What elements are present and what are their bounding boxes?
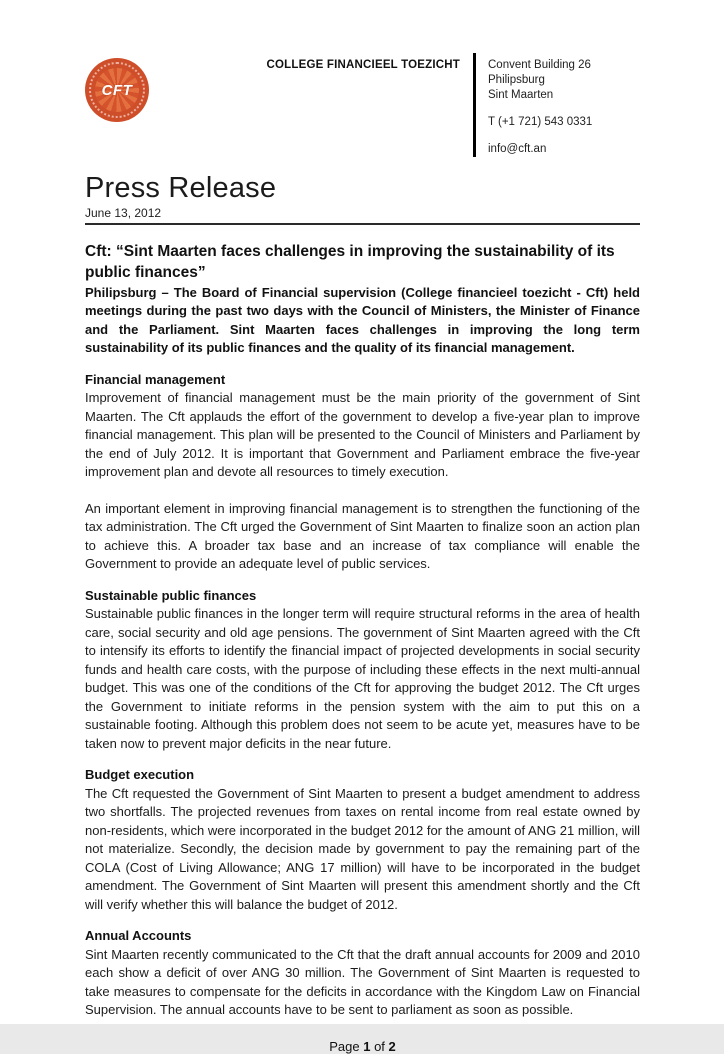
section-heading: Financial management <box>85 371 226 387</box>
section-annual-accounts <box>85 927 640 1020</box>
section-paragraph: Sint Maarten recently communicated to the Cft that the draft annual accounts for 2009 and 2010 each show a deficit of over ANG 30 million. The Government of Sint Maarten is requested to take measures to compensate for the deficits in accordance with the Kingdom Law on Financial Supervision. The annual accounts have to be sent to parliament as soon as possible. <box>85 946 640 1018</box>
masthead <box>85 172 640 225</box>
logo-wrap <box>85 58 157 122</box>
lead-paragraph: Philipsburg – The Board of Financial supervision (College financieel toezicht - Cft) held meetings during the past two days with the Council of Ministers, the Minister of Finance and the Parliament. Sint Maarten faces challenges in improving the long term sustainability of its public finances and the quality of its financial management. <box>85 284 640 356</box>
section-heading: Budget execution <box>85 767 195 783</box>
page-total: 2 <box>388 1038 396 1054</box>
document-title: Press Release <box>85 172 277 204</box>
address-line: Philipsburg <box>488 74 545 87</box>
address-line: Sint Maarten <box>488 89 554 102</box>
section-paragraph: An important element in improving financial management is to strengthen the functioning of the tax administration. The Cft urged the Government of Sint Maarten to finalize soon an action plan to achieve this. A broader tax base and an increase of tax compliance will enable the Government to provide an adequate level of public services. <box>85 500 640 572</box>
cft-logo-starburst <box>95 68 139 112</box>
address-block <box>476 46 640 157</box>
section-sustainable-public-finances <box>85 587 640 754</box>
page-label-prefix: Page <box>329 1038 360 1054</box>
masthead-rule <box>85 223 640 225</box>
cft-logo-text: CFT <box>101 81 133 99</box>
section-heading: Sustainable public finances <box>85 587 257 603</box>
article-body <box>85 242 640 1020</box>
organization-name: COLLEGE FINANCIEEL TOEZICHT <box>266 59 460 71</box>
letterhead <box>85 46 640 157</box>
section-heading: Annual Accounts <box>85 928 192 944</box>
cft-logo-icon <box>85 58 149 122</box>
section-financial-management <box>85 371 640 574</box>
address-line: Convent Building 26 <box>488 59 591 71</box>
email-address: info@cft.an <box>488 142 547 155</box>
section-budget-execution <box>85 766 640 914</box>
section-paragraph: The Cft requested the Government of Sint Maarten to present a budget amendment to address two shortfalls. The projected revenues from taxes on rental income from real estate owned by non-residents, which were incorporated in the budget 2012 for the amount of ANG 21 million, will not materialize. Secondly, the decision made by government to pay the remaining part of the COLA (Cost of Living Allowance; ANG 17 million) will have to be incorporated in the budget amendment. The Government of Sint Maarten will present this amendment shortly and the Cft will verify whether this will balance the budget of 2012. <box>85 785 640 912</box>
page-footer <box>85 1039 640 1054</box>
document-date: June 13, 2012 <box>85 206 162 220</box>
section-paragraph: Sustainable public finances in the longer term will require structural reforms in the area of health care, social security and old age pensions. The government of Sint Maarten agreed with the Cft to intensify its efforts to identify the financial impact of projected developments in social security funds and health care costs, with the purpose of including these effects in the next multi-annual budget. This was one of the conditions of the Cft for approving the budget 2012. The Cft urges the Government to initiate reforms in the pension system with the aim to put this on a sustainable footing. Although this problem does not seem to be acute yet, measures have to be taken now to prevent major deficits in the near future. <box>85 606 640 751</box>
phone-number: T (+1 721) 543 0331 <box>488 115 593 128</box>
page-number: 1 <box>363 1038 371 1054</box>
headline: Cft: “Sint Maarten faces challenges in improving the sustainability of its public finances” <box>85 243 615 281</box>
section-paragraph: Improvement of financial management must be the main priority of the government of Sint Maarten. The Cft applauds the effort of the government to develop a five-year plan to improve financial management. This plan will be presented to the Council of Ministers and Parliament by the end of July 2012. It is important that Government and Parliament embrace the five-year improvement plan and devote all resources to timely execution. <box>85 390 640 480</box>
page-label-middle: of <box>374 1038 385 1054</box>
